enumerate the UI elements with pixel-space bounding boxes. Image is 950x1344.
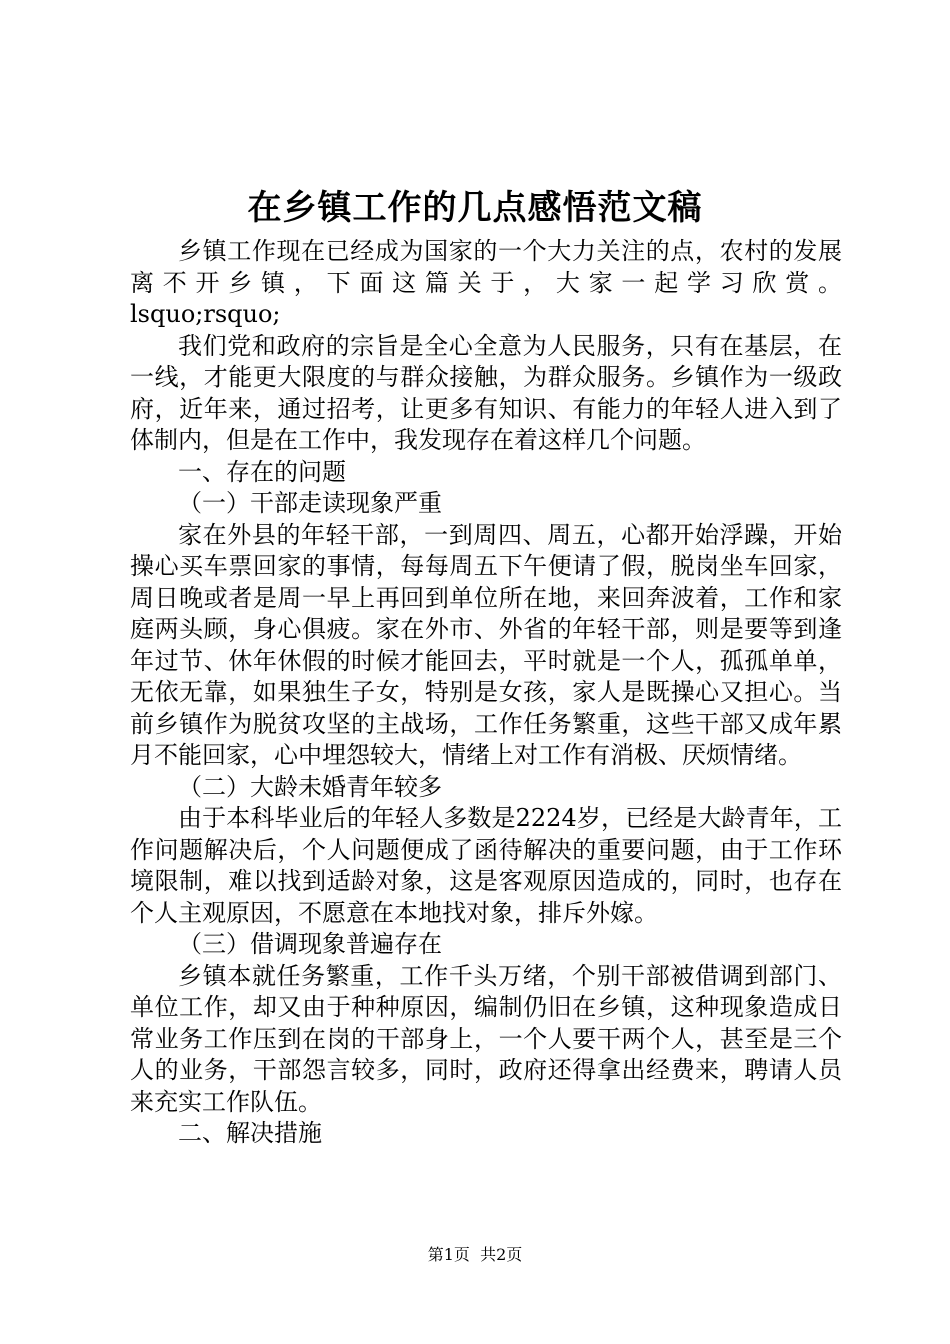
subsection-heading: （三）借调现象普遍存在 — [178, 930, 442, 958]
body-paragraph: 乡镇本就任务繁重，工作千头万绪，个别干部被借调到部门、单位工作，却又由于种种原因，编制仍旧在乡镇，这种现象造成日常业务工作压到在岗的干部身上，一个人要干两个人，甚至是三个人的业务，干部怨言较多，同时，政府还得拿出经费来，聘请人员来充实工作队伍。 — [130, 961, 842, 1116]
subsection-heading: （二）大龄未婚青年较多 — [178, 772, 442, 801]
page-footer — [0, 1244, 950, 1266]
document-title: 在乡镇工作的几点感悟范文稿 — [247, 188, 703, 228]
page-number: 第1页 — [427, 1245, 470, 1264]
page-total: 共2页 — [480, 1245, 523, 1264]
section-heading: 二、解决措施 — [178, 1119, 322, 1147]
stray-entity-text: lsquo;rsquo; — [130, 300, 281, 328]
body-paragraph: 家在外县的年轻干部，一到周四、周五，心都开始浮躁，开始操心买车票回家的事情，每每周五下午便请了假，脱岗坐车回家，周日晚或者是周一早上再回到单位所在地，来回奔波着，工作和家庭两头顾，身心俱疲。家在外市、外省的年轻干部，则是要等到逢年过节、休年休假的时候才能回去，平时就是一个人，孤孤单单，无依无靠，如果独生子女，特别是女孩，家人是既操心又担心。当前乡镇作为脱贫攻坚的主战场，工作任务繁重，这些干部又成年累月不能回家，心中埋怨较大，情绪上对工作有消极、厌烦情绪。 — [130, 520, 842, 769]
body-paragraph: 由于本科毕业后的年轻人多数是2224岁，已经是大龄青年，工作问题解决后，个人问题便成了函待解决的重要问题，由于工作环境限制，难以找到适龄对象，这是客观原因造成的，同时，也存在个人主观原因，不愿意在本地找对象，排斥外嫁。 — [130, 804, 842, 927]
intro-paragraph: 乡镇工作现在已经成为国家的一个大力关注的点，农村的发展离不开乡镇，下面这篇关于，大家一起学习欣赏。 — [130, 237, 842, 297]
document-body — [130, 236, 842, 1150]
body-paragraph: 我们党和政府的宗旨是全心全意为人民服务，只有在基层，在一线，才能更大限度的与群众接触，为群众服务。乡镇作为一级政府，近年来，通过招考，让更多有知识、有能力的年轻人进入到了体制内，但是在工作中，我发现存在着这样几个问题。 — [130, 331, 842, 454]
section-heading: 一、存在的问题 — [178, 457, 346, 486]
subsection-heading: （一）干部走读现象严重 — [178, 489, 442, 517]
